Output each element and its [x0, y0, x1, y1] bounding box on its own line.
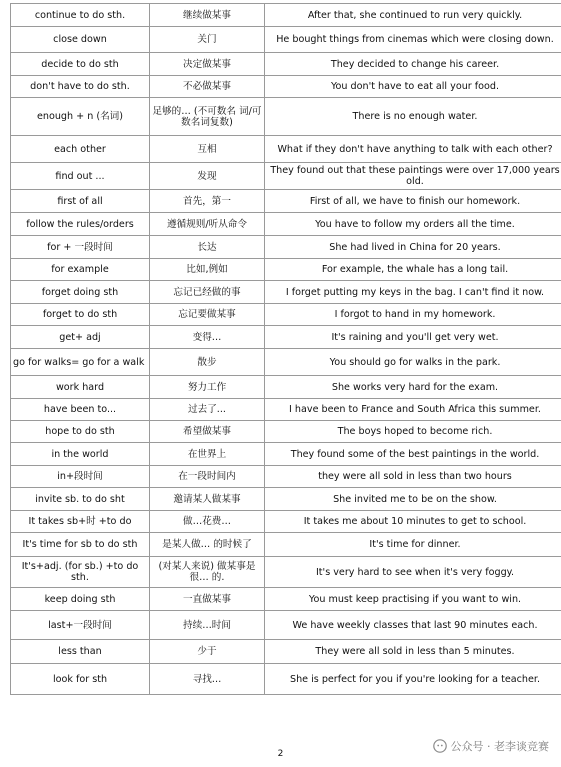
example-cell: You don't have to eat all your food. [265, 76, 561, 98]
meaning-cell: 变得… [150, 326, 265, 349]
example-cell: They were all sold in less than 5 minutes. [265, 640, 561, 664]
phrase-table [10, 3, 561, 695]
example-cell: She is perfect for you if you're looking for a teacher. [265, 664, 561, 695]
table-row [11, 640, 561, 664]
meaning-cell: 忘记已经做的事 [150, 281, 265, 304]
meaning-cell: 少于 [150, 640, 265, 664]
example-cell: they were all sold in less than two hours [265, 466, 561, 488]
meaning-cell: 互相 [150, 136, 265, 163]
phrase-cell: close down [11, 27, 150, 53]
meaning-cell: 长达 [150, 236, 265, 259]
phrase-cell: keep doing sth [11, 588, 150, 611]
meaning-cell: 在世界上 [150, 443, 265, 466]
example-cell: It's time for dinner. [265, 533, 561, 557]
table-row [11, 281, 561, 304]
meaning-cell: (对某人来说) 做某事是很… 的. [150, 557, 265, 588]
phrase-cell: forget to do sth [11, 304, 150, 326]
table-row [11, 588, 561, 611]
page-number: 2 [277, 749, 284, 759]
example-cell: After that, she continued to run very quickly. [265, 4, 561, 27]
meaning-cell: 比如,例如 [150, 259, 265, 281]
example-cell: She invited me to be on the show. [265, 488, 561, 511]
table-row [11, 98, 561, 136]
phrase-table-body [11, 4, 561, 695]
phrase-cell: each other [11, 136, 150, 163]
example-cell: I have been to France and South Africa this summer. [265, 399, 561, 421]
meaning-cell: 是某人做… 的时候了 [150, 533, 265, 557]
table-row [11, 213, 561, 236]
table-row [11, 4, 561, 27]
phrase-cell: don't have to do sth. [11, 76, 150, 98]
table-row [11, 136, 561, 163]
table-row [11, 163, 561, 190]
table-row [11, 443, 561, 466]
table-row [11, 236, 561, 259]
example-cell: I forgot to hand in my homework. [265, 304, 561, 326]
table-row [11, 349, 561, 376]
example-cell: It takes me about 10 minutes to get to school. [265, 511, 561, 533]
phrase-cell: in+段时间 [11, 466, 150, 488]
phrase-cell: have been to... [11, 399, 150, 421]
meaning-cell: 寻找… [150, 664, 265, 695]
phrase-cell: less than [11, 640, 150, 664]
example-cell: She had lived in China for 20 years. [265, 236, 561, 259]
phrase-cell: It's time for sb to do sth [11, 533, 150, 557]
phrase-cell: follow the rules/orders [11, 213, 150, 236]
example-cell: I forget putting my keys in the bag. I can't find it now. [265, 281, 561, 304]
table-row [11, 421, 561, 443]
table-row [11, 466, 561, 488]
phrase-cell: for + 一段时间 [11, 236, 150, 259]
phrase-cell: in the world [11, 443, 150, 466]
phrase-cell: decide to do sth [11, 53, 150, 76]
table-row [11, 511, 561, 533]
phrase-cell: It's+adj. (for sb.) +to do sth. [11, 557, 150, 588]
meaning-cell: 继续做某事 [150, 4, 265, 27]
meaning-cell: 首先，第一 [150, 190, 265, 213]
table-row [11, 27, 561, 53]
example-cell: They found some of the best paintings in the world. [265, 443, 561, 466]
example-cell: First of all, we have to finish our homework. [265, 190, 561, 213]
table-row [11, 326, 561, 349]
example-cell: They found out that these paintings were over 17,000 years old. [265, 163, 561, 190]
meaning-cell: 持续…时间 [150, 611, 265, 640]
example-cell: What if they don't have anything to talk with each other? [265, 136, 561, 163]
table-row [11, 259, 561, 281]
watermark-text: 公众号 · 老李谈竞赛 [450, 740, 549, 753]
meaning-cell: 散步 [150, 349, 265, 376]
phrase-cell: for example [11, 259, 150, 281]
meaning-cell: 发现 [150, 163, 265, 190]
table-row [11, 53, 561, 76]
meaning-cell: 不必做某事 [150, 76, 265, 98]
table-row [11, 304, 561, 326]
meaning-cell: 努力工作 [150, 376, 265, 399]
example-cell: You should go for walks in the park. [265, 349, 561, 376]
example-cell: It's raining and you'll get very wet. [265, 326, 561, 349]
table-row [11, 190, 561, 213]
table-row [11, 664, 561, 695]
phrase-cell: go for walks= go for a walk [11, 349, 150, 376]
table-row [11, 488, 561, 511]
example-cell: For example, the whale has a long tail. [265, 259, 561, 281]
phrase-cell: look for sth [11, 664, 150, 695]
phrase-cell: find out ... [11, 163, 150, 190]
example-cell: It's very hard to see when it's very foggy. [265, 557, 561, 588]
phrase-cell: invite sb. to do sht [11, 488, 150, 511]
example-cell: We have weekly classes that last 90 minutes each. [265, 611, 561, 640]
meaning-cell: 一直做某事 [150, 588, 265, 611]
phrase-cell: hope to do sth [11, 421, 150, 443]
table-row [11, 376, 561, 399]
meaning-cell: 足够的… (不可数名 词/可数名词复数) [150, 98, 265, 136]
phrase-cell: first of all [11, 190, 150, 213]
meaning-cell: 过去了... [150, 399, 265, 421]
meaning-cell: 邀请某人做某事 [150, 488, 265, 511]
example-cell: He bought things from cinemas which were closing down. [265, 27, 561, 53]
table-row [11, 399, 561, 421]
phrase-cell: continue to do sth. [11, 4, 150, 27]
table-row [11, 611, 561, 640]
example-cell: They decided to change his career. [265, 53, 561, 76]
meaning-cell: 遵循规则/听从命令 [150, 213, 265, 236]
meaning-cell: 忘记要做某事 [150, 304, 265, 326]
table-row [11, 557, 561, 588]
phrase-cell: forget doing sth [11, 281, 150, 304]
meaning-cell: 做…花费… [150, 511, 265, 533]
table-row [11, 533, 561, 557]
table-row [11, 76, 561, 98]
phrase-cell: enough + n (名词) [11, 98, 150, 136]
phrase-cell: get+ adj [11, 326, 150, 349]
phrase-cell: It takes sb+时 +to do [11, 511, 150, 533]
meaning-cell: 关门 [150, 27, 265, 53]
meaning-cell: 在一段时间内 [150, 466, 265, 488]
phrase-cell: work hard [11, 376, 150, 399]
example-cell: You have to follow my orders all the time. [265, 213, 561, 236]
example-cell: There is no enough water. [265, 98, 561, 136]
meaning-cell: 决定做某事 [150, 53, 265, 76]
phrase-cell: last+一段时间 [11, 611, 150, 640]
watermark [433, 738, 550, 754]
example-cell: The boys hoped to become rich. [265, 421, 561, 443]
example-cell: You must keep practising if you want to win. [265, 588, 561, 611]
meaning-cell: 希望做某事 [150, 421, 265, 443]
example-cell: She works very hard for the exam. [265, 376, 561, 399]
wechat-icon [433, 739, 447, 753]
